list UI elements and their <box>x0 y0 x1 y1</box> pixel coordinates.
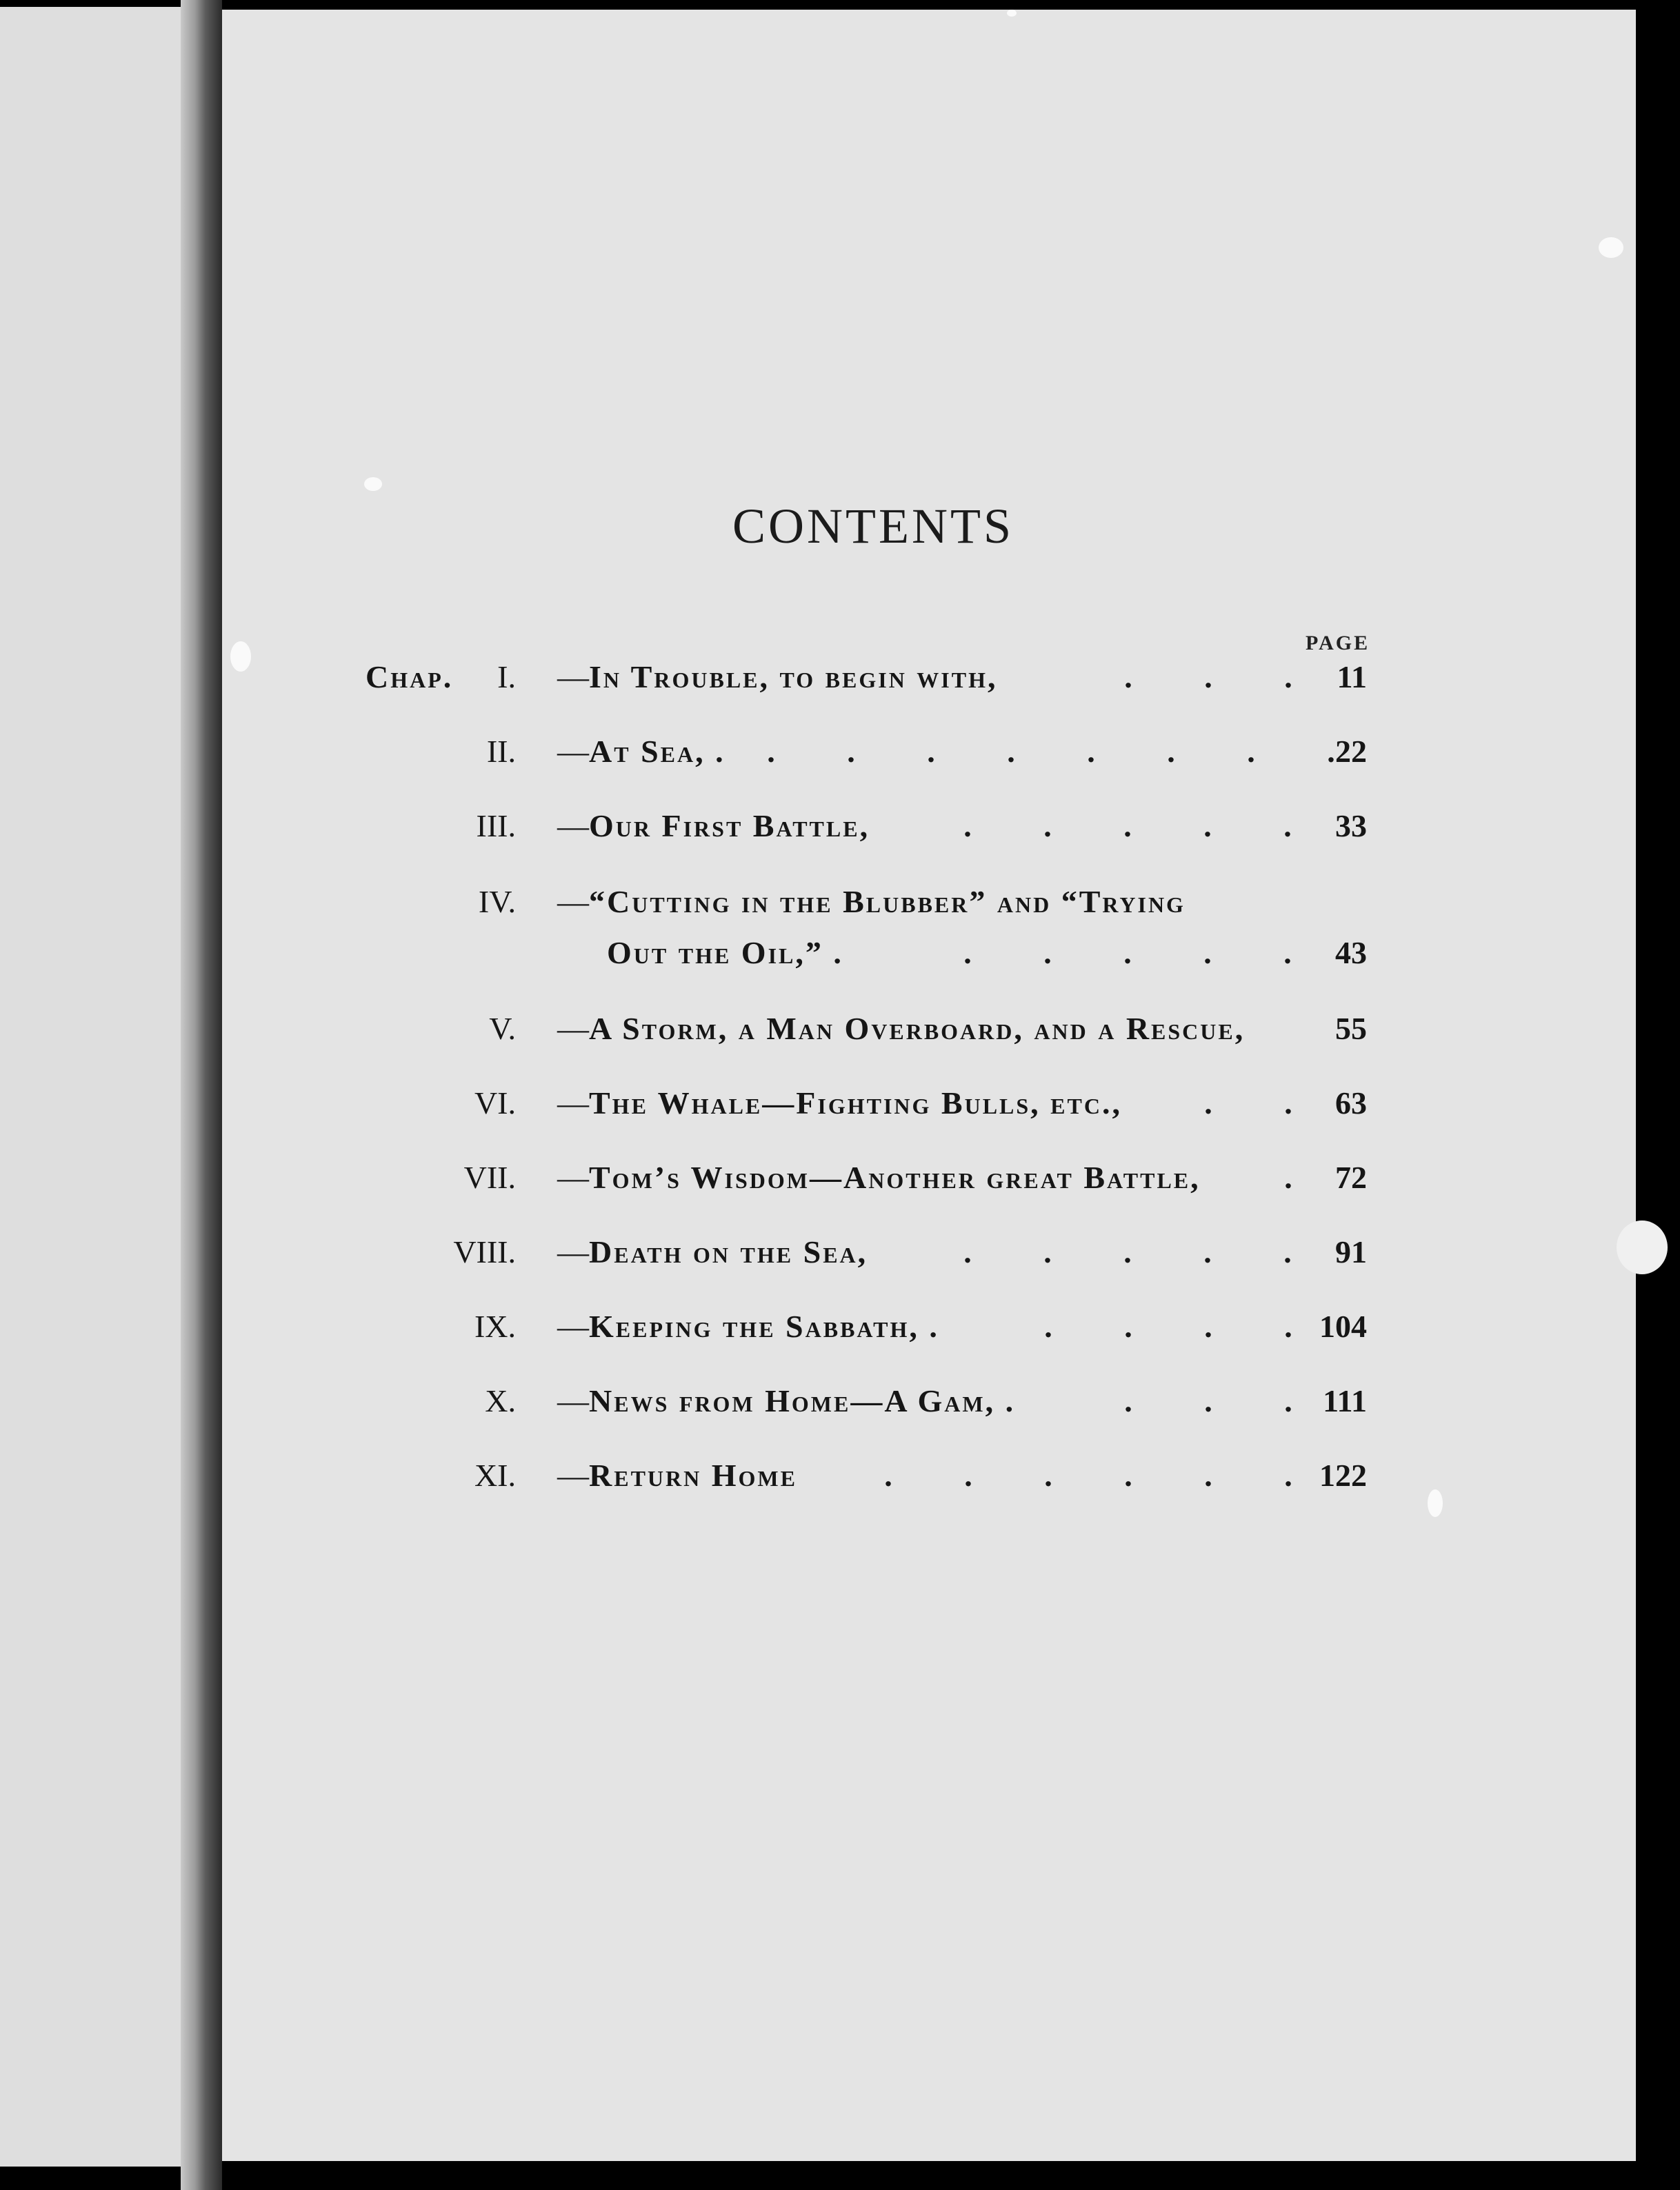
chapter-title-wrap: —“Cutting in the Blubber” and “Trying <box>557 884 1186 919</box>
page-title: CONTENTS <box>732 499 1014 554</box>
chapter-title: Our First Battle, <box>589 808 870 843</box>
chapter-title: News from Home—A Gam, . <box>589 1383 1016 1418</box>
chapter-number: X. <box>485 1383 516 1418</box>
facing-page <box>0 7 181 2167</box>
leader-dots: . . . <box>1124 659 1292 694</box>
page-number: 111 <box>1323 1383 1367 1418</box>
scan-speck <box>1428 1489 1443 1517</box>
toc-entry <box>345 655 1379 699</box>
toc-entry <box>345 804 1379 848</box>
page-column-heading: PAGE <box>1306 632 1370 654</box>
chapter-number: VIII. <box>453 1234 516 1269</box>
chapter-title-wrap: —Death on the Sea, <box>557 1234 868 1269</box>
chapter-title-wrap: —Tom’s Wisdom—Another great Battle, <box>557 1160 1201 1195</box>
chapter-number: III. <box>476 808 516 843</box>
leader-dots: . . . . . <box>963 935 1292 970</box>
scan-speck <box>1599 237 1623 258</box>
page-edge <box>1636 0 1680 2190</box>
scan-speck <box>364 477 382 491</box>
chapter-title-wrap: —At Sea, . <box>557 734 726 769</box>
toc-entry <box>345 1379 1379 1423</box>
chapter-title-wrap: —Return Home <box>557 1458 797 1493</box>
chapter-title-wrap: —Keeping the Sabbath, . <box>557 1309 939 1344</box>
chapter-title: A Storm, a Man Overboard, and a Rescue, <box>589 1011 1246 1046</box>
toc-entry <box>345 880 1379 924</box>
leader-dots: . . . <box>1124 1383 1292 1418</box>
chapter-number: I. <box>497 659 516 694</box>
chapter-word: Chap. <box>366 659 454 694</box>
chapter-number: VII. <box>463 1160 516 1195</box>
leader-dots: . . . . . . <box>884 1458 1292 1493</box>
page-number: 104 <box>1319 1309 1367 1344</box>
chapter-number: XI. <box>474 1458 516 1493</box>
leader-dots: . . . . . . . . <box>767 734 1335 769</box>
page-number: 11 <box>1337 659 1367 694</box>
chapter-title: Death on the Sea, <box>589 1234 868 1269</box>
page-number: 63 <box>1335 1085 1367 1121</box>
leader-dots: . . . . . <box>963 1234 1292 1269</box>
leader-dots: . . <box>1204 1085 1292 1121</box>
chapter-number: II. <box>486 734 516 769</box>
scan-speck <box>1007 10 1017 17</box>
chapter-title: In Trouble, to begin with, <box>589 659 998 694</box>
page-number: 22 <box>1335 734 1367 769</box>
chapter-title-wrap: —News from Home—A Gam, . <box>557 1383 1016 1418</box>
page-number: 43 <box>1335 935 1367 970</box>
leader-dots: . <box>1284 1160 1292 1195</box>
chapter-title: “Cutting in the Blubber” and “Trying <box>589 884 1186 919</box>
chapter-title: Tom’s Wisdom—Another great Battle, <box>589 1160 1201 1195</box>
page-number: 91 <box>1335 1234 1367 1269</box>
toc-entry <box>345 1305 1379 1349</box>
chapter-title: Return Home <box>589 1458 797 1493</box>
chapter-title: The Whale—Fighting Bulls, etc., <box>589 1085 1122 1121</box>
book-gutter <box>181 0 222 2190</box>
scan-speck <box>1617 1220 1668 1274</box>
chapter-title-wrap: —A Storm, a Man Overboard, and a Rescue, <box>557 1011 1246 1046</box>
chapter-title-wrap: —The Whale—Fighting Bulls, etc., <box>557 1085 1122 1121</box>
toc-entry <box>345 1454 1379 1498</box>
chapter-title-continued: Out the Oil,” . <box>607 935 843 970</box>
page-number: 72 <box>1335 1160 1367 1195</box>
chapter-number: IV. <box>478 884 516 919</box>
leader-dots: . . . . . <box>963 808 1292 843</box>
page-number: 33 <box>1335 808 1367 843</box>
page-number: 122 <box>1319 1458 1367 1493</box>
toc-entry <box>345 1081 1379 1125</box>
toc-entry <box>345 1230 1379 1274</box>
toc-entry <box>345 1007 1379 1051</box>
toc-entry-continuation <box>345 931 1379 975</box>
leader-dots: . . . . <box>1044 1309 1292 1344</box>
toc-entry <box>345 1156 1379 1200</box>
chapter-title-wrap: —In Trouble, to begin with, <box>557 659 998 694</box>
chapter-number: V. <box>489 1011 516 1046</box>
page-number: 55 <box>1335 1011 1367 1046</box>
scan-speck <box>230 641 251 672</box>
toc-entry <box>345 730 1379 774</box>
chapter-number: IX. <box>474 1309 516 1344</box>
chapter-title: At Sea, . <box>589 734 726 769</box>
chapter-title-wrap: —Our First Battle, <box>557 808 870 843</box>
chapter-title: Keeping the Sabbath, . <box>589 1309 939 1344</box>
chapter-number: VI. <box>474 1085 516 1121</box>
